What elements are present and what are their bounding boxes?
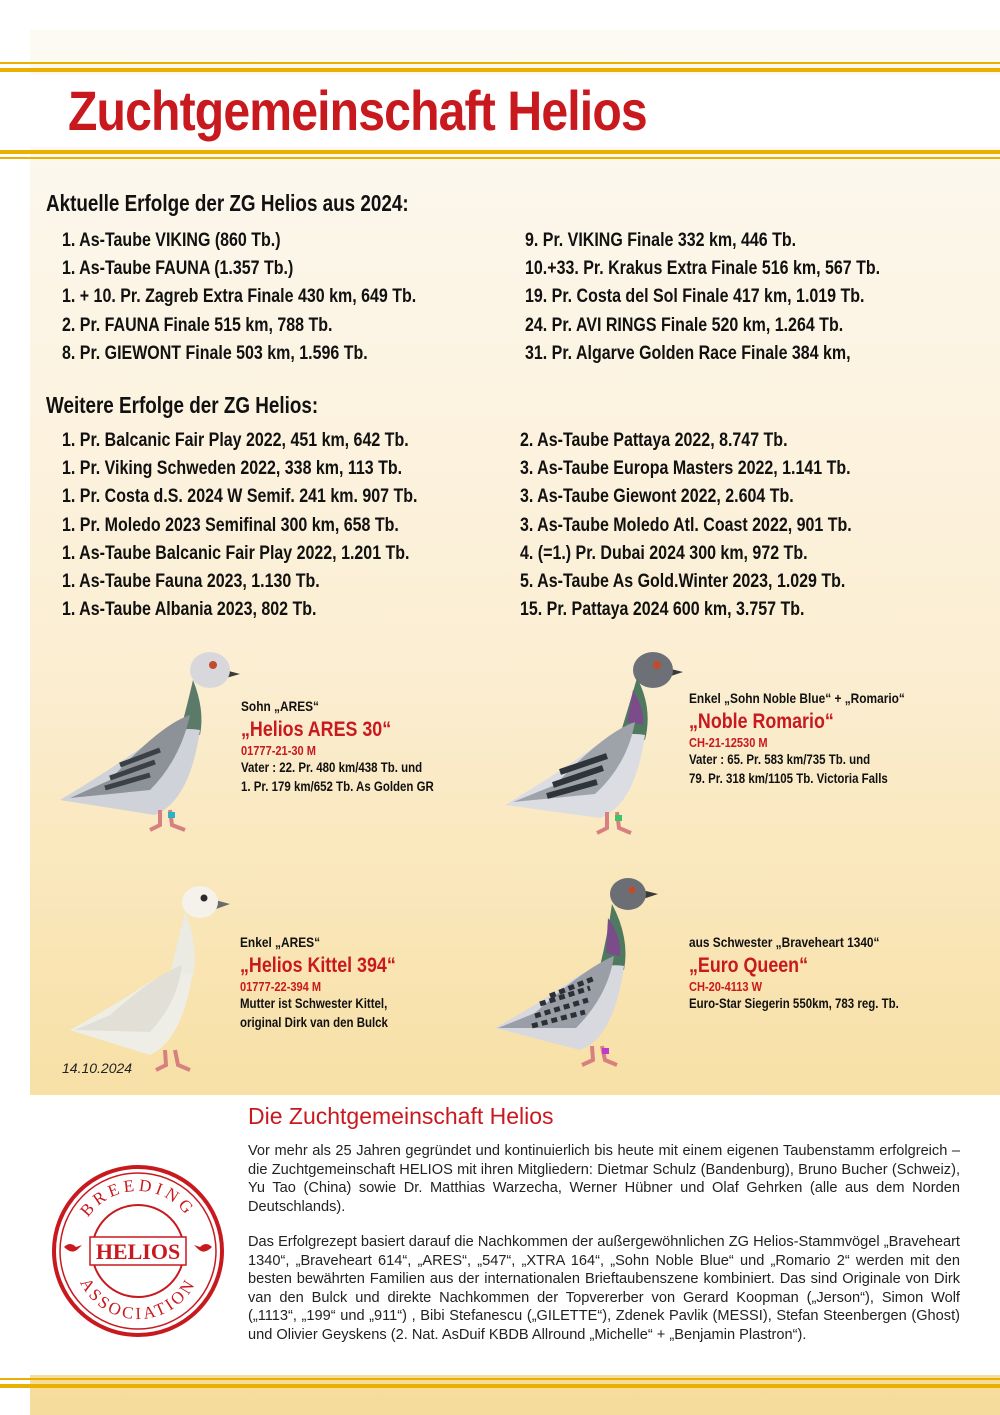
footer-rule-thin <box>0 1378 1000 1380</box>
header-rule-top-thin <box>0 62 1000 64</box>
left-margin <box>0 0 30 1415</box>
pigeon-photo-noble-romario <box>495 640 685 840</box>
result-item: 1. As-Taube Balcanic Fair Play 2022, 1.201 Tb. <box>62 541 410 564</box>
pigeon-info: Mutter ist Schwester Kittel, <box>240 996 388 1011</box>
result-item: 2. Pr. FAUNA Finale 515 km, 788 Tb. <box>62 313 333 336</box>
result-item: 1. Pr. Costa d.S. 2024 W Semif. 241 km. 907 Tb. <box>62 485 418 508</box>
result-item: 31. Pr. Algarve Golden Race Finale 384 km, <box>525 341 851 364</box>
pigeon-name: „Helios Kittel 394“ <box>240 954 396 977</box>
result-item: 2. As-Taube Pattaya 2022, 8.747 Tb. <box>520 429 788 451</box>
result-item: 19. Pr. Costa del Sol Finale 417 km, 1.019 Tb. <box>525 285 865 308</box>
pigeon-lineage: Enkel „ARES“ <box>240 934 321 950</box>
result-item: 15. Pr. Pattaya 2024 600 km, 3.757 Tb. <box>520 598 805 621</box>
pigeon-info: Vater : 65. Pr. 583 km/735 Tb. und <box>689 752 871 767</box>
result-item: 1. Pr. Viking Schweden 2022, 338 km, 113 Tb. <box>62 457 403 480</box>
further-results-left <box>62 426 496 623</box>
pigeon-info: Euro-Star Siegerin 550km, 783 reg. Tb. <box>689 996 899 1011</box>
pigeon-info: Vater : 22. Pr. 480 km/438 Tb. und <box>241 760 423 775</box>
seal-center-text: HELIOS <box>95 1239 181 1264</box>
pigeon-name: „Euro Queen“ <box>689 954 809 977</box>
result-item: 3. As-Taube Giewont 2022, 2.604 Tb. <box>520 485 794 508</box>
pigeon-info: original Dirk van den Bulck <box>240 1015 388 1030</box>
about-paragraph: Vor mehr als 25 Jahren gegründet und kontinuierlich bis heute mit einem eigenen Taubenstamm erfolgreich – die Zuchtgemeinschaft HELIOS mit ihren Mitgliedern: Dietmar Schulz (Bandenburg), Bruno Bucher (Schweiz), Yu Tao (China) sowie Dr. Matthias Warzecha, Werner Hübner und Olaf Gehrken (alle aus dem Norden Deutschlands). <box>248 1143 960 1215</box>
current-results-heading: Aktuelle Erfolge der ZG Helios aus 2024: <box>46 190 409 216</box>
result-item: 4. (=1.) Pr. Dubai 2024 300 km, 972 Tb. <box>520 541 808 564</box>
pigeon-info: 1. Pr. 179 km/652 Tb. As Golden GR <box>241 779 434 794</box>
current-results-right <box>525 226 958 367</box>
result-item: 1. As-Taube Fauna 2023, 1.130 Tb. <box>62 569 320 592</box>
result-item: 24. Pr. AVI RINGS Finale 520 km, 1.264 Tb. <box>525 313 844 336</box>
seal-top-text: BREEDING <box>76 1175 200 1221</box>
pigeon-lineage: Sohn „ARES“ <box>241 698 320 714</box>
header-rule-bottom-thin <box>0 157 1000 159</box>
pigeon-ring-number: CH-20-4113 W <box>689 979 763 994</box>
pigeon-ring-number: 01777-22-394 M <box>240 979 322 994</box>
date-stamp: 14.10.2024 <box>62 1060 133 1076</box>
result-item: 1. Pr. Moledo 2023 Semifinal 300 km, 658 Tb. <box>62 513 399 536</box>
about-heading: Die Zuchtgemeinschaft Helios <box>248 1103 554 1129</box>
result-item: 5. As-Taube As Gold.Winter 2023, 1.029 Tb. <box>520 569 846 592</box>
pigeon-card-ares-30 <box>241 698 468 796</box>
pigeon-lineage: aus Schwester „Braveheart 1340“ <box>689 934 880 950</box>
pigeon-photo-kittel-394 <box>70 880 240 1080</box>
result-item: 3. As-Taube Moledo Atl. Coast 2022, 901 Tb. <box>520 513 852 536</box>
further-results-heading: Weitere Erfolge der ZG Helios: <box>46 392 319 418</box>
result-item: 8. Pr. GIEWONT Finale 503 km, 1.596 Tb. <box>62 341 368 364</box>
header-rule-top <box>0 68 1000 72</box>
further-results-right <box>520 426 925 623</box>
pigeon-name: „Helios ARES 30“ <box>241 718 392 741</box>
helios-breeding-association-seal <box>50 1163 226 1339</box>
result-item: 3. As-Taube Europa Masters 2022, 1.141 Tb. <box>520 457 851 480</box>
pigeon-ring-number: 01777-21-30 M <box>241 743 316 758</box>
pigeon-info: 79. Pr. 318 km/1105 Tb. Victoria Falls <box>689 771 888 786</box>
result-item: 1. As-Taube VIKING (860 Tb.) <box>62 229 281 251</box>
result-item: 1. As-Taube Albania 2023, 802 Tb. <box>62 598 317 621</box>
seal-bottom-text: ASSOCIATION <box>76 1274 200 1324</box>
header-rule-bottom <box>0 150 1000 154</box>
footer-rule <box>0 1384 1000 1388</box>
result-item: 1. As-Taube FAUNA (1.357 Tb.) <box>62 257 294 280</box>
pigeon-ring-number: CH-21-12530 M <box>689 735 768 750</box>
pigeon-photo-euro-queen <box>490 878 685 1073</box>
pigeon-card-noble-romario <box>689 690 943 788</box>
pigeon-lineage: Enkel „Sohn Noble Blue“ + „Romario“ <box>689 690 905 706</box>
pigeon-photo-ares-30 <box>50 640 240 840</box>
result-item: 9. Pr. VIKING Finale 332 km, 446 Tb. <box>525 229 797 251</box>
result-item: 1. + 10. Pr. Zagreb Extra Finale 430 km, 649 Tb. <box>62 285 417 308</box>
result-item: 1. Pr. Balcanic Fair Play 2022, 451 km, 642 Tb. <box>62 429 409 451</box>
page-title: Zuchtgemeinschaft Helios <box>68 79 647 142</box>
about-paragraph: Das Erfolgrezept basiert darauf die Nachkommen der außergewöhnlichen ZG Helios-Stammvögel „Braveheart 1340“, „Braveheart 614“, „ARES“, „547“, „XTRA 164“, „Sohn Noble Blue“ und „Romario 2“ werden mit den besten bewährten Familien aus der internationalen Brieftaubenszene kombiniert. Das sind Originale von Dirk van den Bulck und direkte Nachkommen der Topvererber von Gerard Koopman („Jerson“), Simon Wolf („1113“, „199“ und „911“) , Bibi Stefanescu („GILETTE“), Zdenek Pavlik (MESSI), Stefan Steenbergen (Ghost) und Olivier Geyskens (2. Nat. AsDuif KBDB Allround „Michelle“ + „Benjamin Plastron“). <box>248 1234 960 1343</box>
current-results-left <box>62 226 494 367</box>
pigeon-card-kittel-394 <box>240 934 423 1032</box>
result-item: 10.+33. Pr. Krakus Extra Finale 516 km, 567 Tb. <box>525 257 881 280</box>
pigeon-card-euro-queen <box>689 934 936 1013</box>
pigeon-name: „Noble Romario“ <box>689 710 834 733</box>
